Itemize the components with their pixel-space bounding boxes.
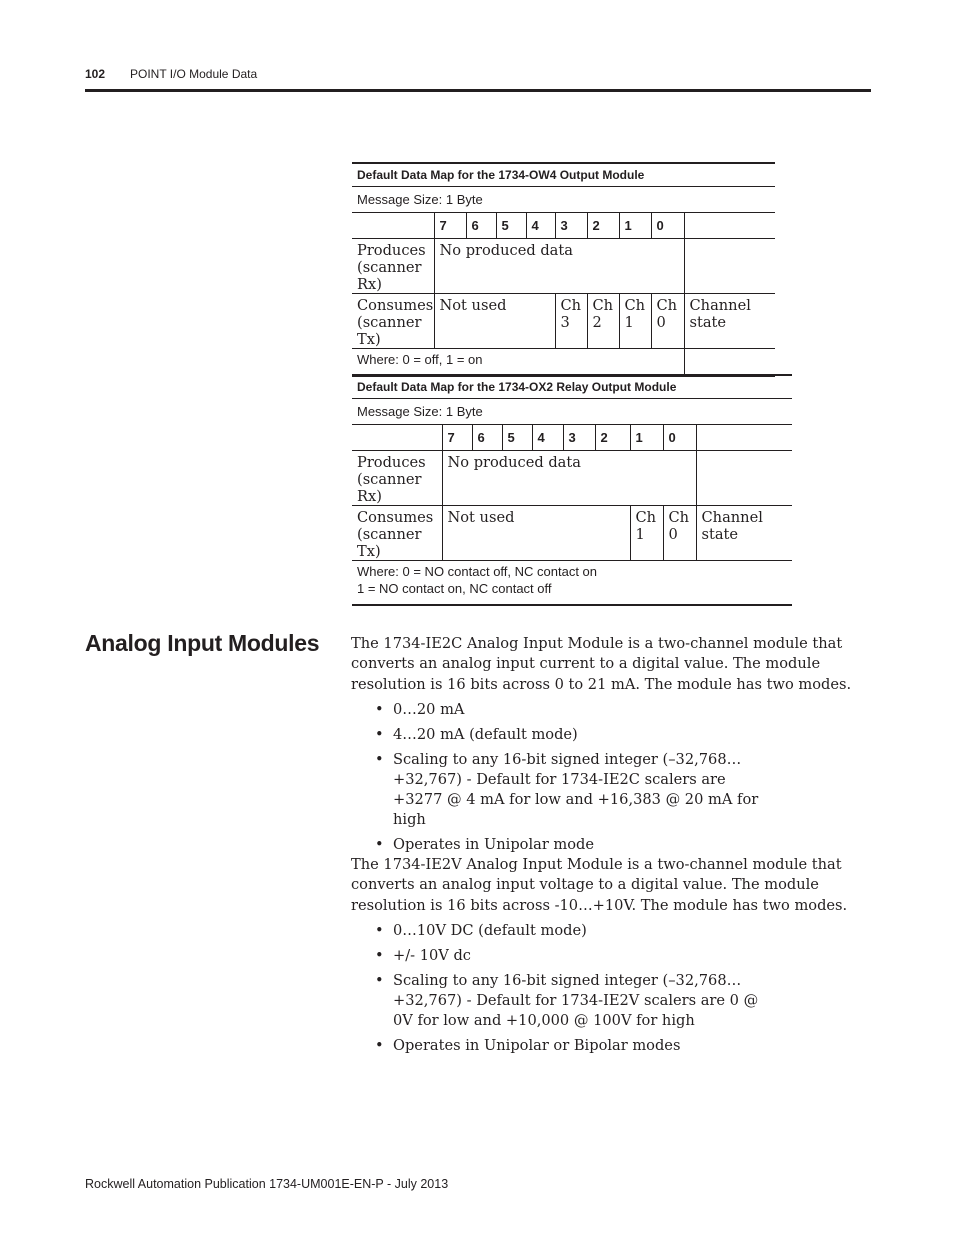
channel-cell-bottom: 1 [635, 526, 645, 543]
bit-header-blank [352, 213, 434, 239]
where-note [352, 561, 792, 605]
list-item: • 0…10V DC (default mode) [375, 921, 775, 941]
section-heading: Analog Input Modules [85, 630, 320, 656]
where-note: Where: 0 = off, 1 = on [352, 349, 684, 376]
produces-row [352, 451, 792, 506]
consumes-row [352, 506, 792, 561]
produces-value: No produced data [434, 239, 684, 294]
page-number: 102 [85, 67, 106, 81]
channel-cell-top: Ch [668, 509, 690, 526]
channel-cell-top: Ch [560, 297, 582, 314]
where-note-line-1: Where: 0 = NO contact off, NC contact on [357, 564, 598, 579]
bit-header-row [352, 425, 792, 451]
footer-publication: Rockwell Automation Publication 1734-UM001E-EN-P - July 2013 [85, 1177, 449, 1191]
consumes-label-line-2: (scanner Tx) [357, 526, 422, 560]
consumes-not-used: Not used [434, 294, 555, 349]
bit-4: 4 [532, 425, 563, 451]
channel-cell [587, 294, 619, 349]
channel-cell-top: Ch [624, 297, 646, 314]
produces-row [352, 239, 775, 294]
channel-cell [663, 506, 696, 561]
data-map-table-ow4 [352, 162, 775, 377]
ie2c-intro-paragraph: The 1734-IE2C Analog Input Module is a two-channel module that converts an analog input current to a digital value. The module resolution is 16 bits across 0 to 21 mA. The module has two modes. [351, 635, 852, 693]
ie2c-mode-list [375, 700, 775, 860]
where-row [352, 349, 775, 376]
produces-trailing [684, 239, 775, 294]
header-rule [85, 89, 871, 92]
consumes-label [352, 294, 434, 349]
bit-1: 1 [630, 425, 663, 451]
bit-2: 2 [595, 425, 630, 451]
bit-header-trailing [684, 213, 775, 239]
channel-cell-bottom: 1 [624, 314, 634, 331]
produces-label-line-2: (scanner Rx) [357, 259, 422, 293]
consumes-label-line-2: (scanner Tx) [357, 314, 422, 348]
channel-cell-bottom: 0 [668, 526, 678, 543]
list-item: • +/- 10V dc [375, 946, 775, 966]
running-header-title: POINT I/O Module Data [130, 67, 258, 81]
channel-cell-bottom: 2 [592, 314, 602, 331]
bit-3: 3 [563, 425, 595, 451]
message-size: Message Size: 1 Byte [352, 399, 792, 425]
table-caption: Default Data Map for the 1734-OX2 Relay Output Module [352, 375, 792, 399]
list-item: • Operates in Unipolar mode [375, 835, 775, 855]
where-row [352, 561, 792, 605]
channel-cell-top: Ch [635, 509, 657, 526]
bit-6: 6 [472, 425, 502, 451]
where-trailing [684, 349, 775, 376]
list-item: • Scaling to any 16-bit signed integer (–32,768…+32,767) - Default for 1734-IE2C scalers are +3277 @ 4 mA for low and +16,383 @ 20 mA for high [375, 750, 775, 831]
bit-0: 0 [651, 213, 684, 239]
bit-3: 3 [555, 213, 587, 239]
bit-5: 5 [502, 425, 532, 451]
consumes-label-line-1: Consumes [357, 297, 434, 314]
bit-4: 4 [526, 213, 555, 239]
consumes-label-line-1: Consumes [357, 509, 434, 526]
channel-cell-bottom: 0 [656, 314, 666, 331]
bit-header-row [352, 213, 775, 239]
produces-label [352, 451, 442, 506]
where-note-line-2: 1 = NO contact on, NC contact off [357, 581, 552, 596]
message-size: Message Size: 1 Byte [352, 187, 775, 213]
list-item: • 4…20 mA (default mode) [375, 725, 775, 745]
bit-6: 6 [466, 213, 496, 239]
consumes-row [352, 294, 775, 349]
bit-7: 7 [442, 425, 472, 451]
channel-cell-bottom: 3 [560, 314, 570, 331]
bit-5: 5 [496, 213, 526, 239]
channel-cell [651, 294, 684, 349]
produces-label-line-2: (scanner Rx) [357, 471, 422, 505]
list-item: • Operates in Unipolar or Bipolar modes [375, 1036, 775, 1056]
produces-label [352, 239, 434, 294]
channel-state-label: Channel state [684, 294, 775, 349]
channel-cell [619, 294, 651, 349]
channel-cell [555, 294, 587, 349]
list-item: • 0…20 mA [375, 700, 775, 720]
channel-cell-top: Ch [592, 297, 614, 314]
produces-label-line-1: Produces [357, 242, 426, 259]
bit-1: 1 [619, 213, 651, 239]
table-caption: Default Data Map for the 1734-OW4 Output Module [352, 163, 775, 187]
produces-label-line-1: Produces [357, 454, 426, 471]
produces-trailing [696, 451, 792, 506]
bit-2: 2 [587, 213, 619, 239]
channel-cell-top: Ch [656, 297, 678, 314]
ie2v-mode-list [375, 921, 775, 1061]
bit-header-blank [352, 425, 442, 451]
consumes-label [352, 506, 442, 561]
ie2v-intro-paragraph: The 1734-IE2V Analog Input Module is a two-channel module that converts an analog input voltage to a digital value. The module resolution is 16 bits across -10…+10V. The module has two modes. [351, 856, 848, 914]
bit-7: 7 [434, 213, 466, 239]
channel-state-label: Channel state [696, 506, 792, 561]
list-item: • Scaling to any 16-bit signed integer (–32,768…+32,767) - Default for 1734-IE2V scalers are 0 @ 0V for low and +10,000 @ 100V for high [375, 971, 775, 1032]
produces-value: No produced data [442, 451, 696, 506]
data-map-table-ox2 [352, 374, 792, 606]
channel-cell [630, 506, 663, 561]
consumes-not-used: Not used [442, 506, 630, 561]
bit-0: 0 [663, 425, 696, 451]
bit-header-trailing [696, 425, 792, 451]
